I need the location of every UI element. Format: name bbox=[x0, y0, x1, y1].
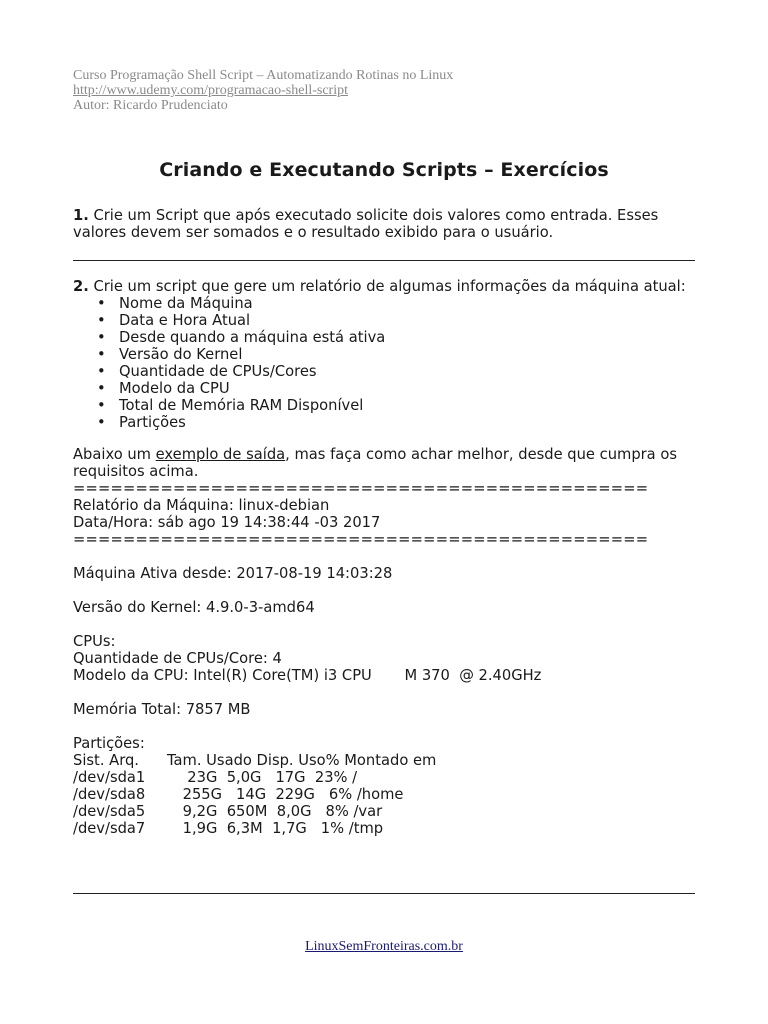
list-item: • Versão do Kernel bbox=[97, 346, 243, 363]
separator-line: ============================================== bbox=[73, 480, 649, 497]
list-item: • Total de Memória RAM Disponível bbox=[97, 397, 364, 414]
bullet-icon: • bbox=[97, 414, 106, 431]
bullet-icon: • bbox=[97, 397, 106, 414]
exercise-1 bbox=[73, 207, 695, 241]
requirements-list bbox=[73, 295, 695, 431]
table-row: /dev/sda7 1,9G 6,3M 1,7G 1% /tmp bbox=[73, 820, 384, 837]
list-item: • Data e Hora Atual bbox=[97, 312, 251, 329]
exercise-2-text: Crie um script que gere um relatório de algumas informações da máquina atual: bbox=[88, 278, 686, 295]
cpu-count: Quantidade de CPUs/Core: 4 bbox=[73, 650, 282, 667]
bullet-icon: • bbox=[97, 380, 106, 397]
divider bbox=[73, 260, 695, 261]
cpus-heading: CPUs: bbox=[73, 633, 116, 650]
footer-link[interactable]: LinuxSemFronteiras.com.br bbox=[305, 939, 463, 954]
bullet-icon: • bbox=[97, 329, 106, 346]
memory-total: Memória Total: 7857 MB bbox=[73, 701, 251, 718]
bullet-icon: • bbox=[97, 295, 106, 312]
report-title: Relatório da Máquina: linux-debian bbox=[73, 497, 330, 514]
report-datetime: Data/Hora: sáb ago 19 14:38:44 -03 2017 bbox=[73, 514, 381, 531]
example-intro: Abaixo um exemplo de saída, mas faça como achar melhor, desde que cumpra os requisitos acima. bbox=[73, 446, 677, 480]
course-title: Curso Programação Shell Script – Automatizando Rotinas no Linux bbox=[73, 68, 454, 83]
list-item: • Nome da Máquina bbox=[97, 295, 253, 312]
bullet-icon: • bbox=[97, 363, 106, 380]
footer bbox=[0, 939, 768, 955]
active-since: Máquina Ativa desde: 2017-08-19 14:03:28 bbox=[73, 565, 393, 582]
partitions-heading: Partições: bbox=[73, 735, 145, 752]
exercise-1-number: 1. bbox=[73, 207, 89, 224]
example-link[interactable]: exemplo de saída bbox=[155, 446, 286, 463]
page-title: Criando e Executando Scripts – Exercícios bbox=[159, 159, 609, 181]
table-row: /dev/sda5 9,2G 650M 8,0G 8% /var bbox=[73, 803, 383, 820]
course-header bbox=[73, 68, 453, 113]
author-line: Autor: Ricardo Prudenciato bbox=[73, 98, 228, 113]
kernel-version: Versão do Kernel: 4.9.0-3-amd64 bbox=[73, 599, 315, 616]
cpu-model: Modelo da CPU: Intel(R) Core(TM) i3 CPU M 370 @ 2.40GHz bbox=[73, 667, 542, 684]
table-row: /dev/sda1 23G 5,0G 17G 23% / bbox=[73, 769, 358, 786]
course-url-link[interactable]: http://www.udemy.com/programacao-shell-script bbox=[73, 83, 348, 98]
table-row: /dev/sda8 255G 14G 229G 6% /home bbox=[73, 786, 404, 803]
exercise-2 bbox=[73, 278, 695, 837]
list-item: • Desde quando a máquina está ativa bbox=[97, 329, 386, 346]
exercise-1-text: Crie um Script que após executado solicite dois valores como entrada. Esses valores devem ser somados e o resultado exibido para o usuário. bbox=[73, 207, 659, 241]
divider bbox=[73, 893, 695, 894]
list-item: • Partições bbox=[97, 414, 186, 431]
bullet-icon: • bbox=[97, 346, 106, 363]
separator-line: ============================================== bbox=[73, 531, 649, 548]
bullet-icon: • bbox=[97, 312, 106, 329]
exercise-2-number: 2. bbox=[73, 278, 89, 295]
table-row: Sist. Arq. Tam. Usado Disp. Uso% Montado em bbox=[73, 752, 437, 769]
list-item: • Quantidade de CPUs/Cores bbox=[97, 363, 317, 380]
list-item: • Modelo da CPU bbox=[97, 380, 230, 397]
